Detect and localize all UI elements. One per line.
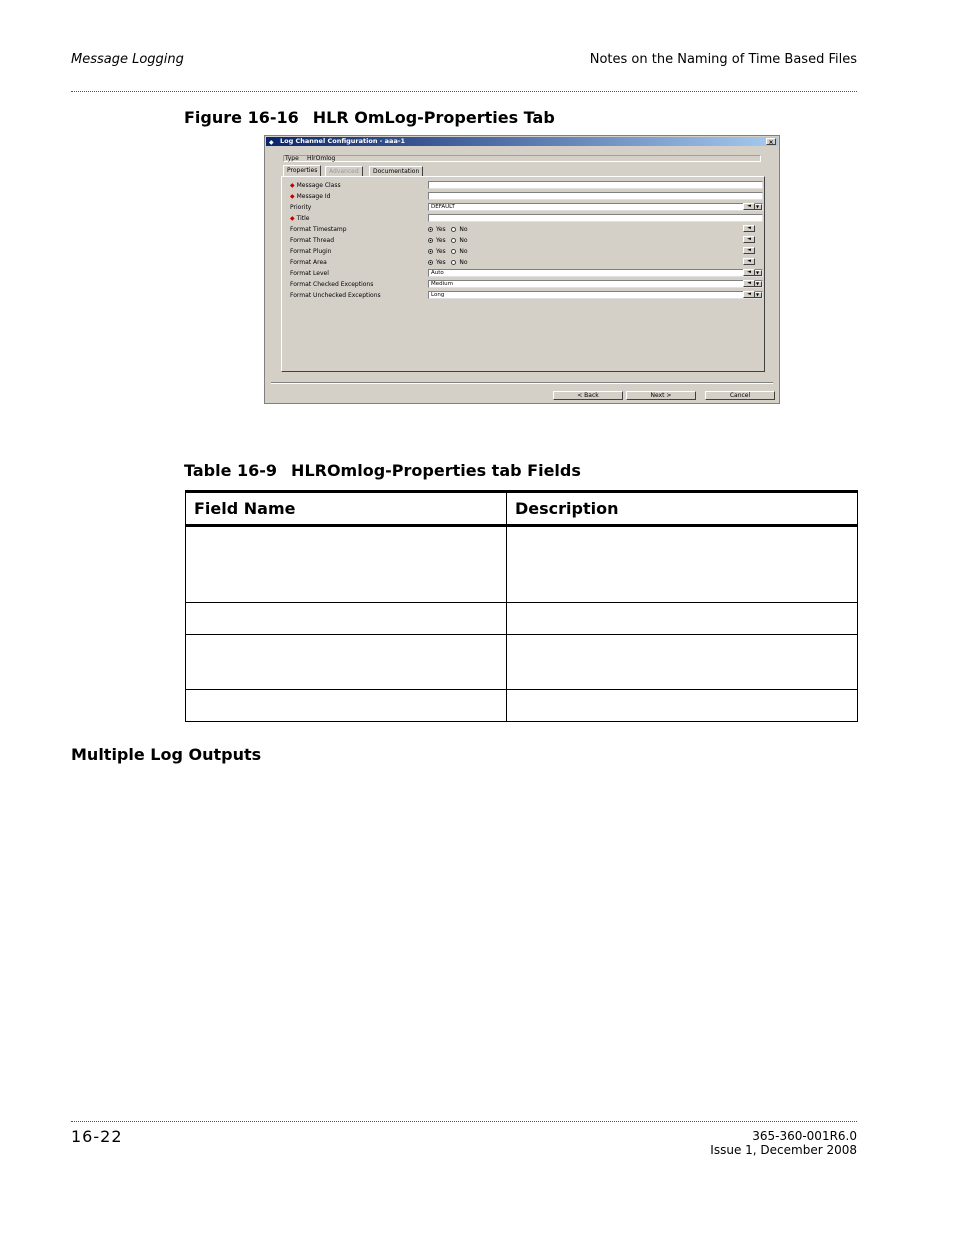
type-value: HlrOmlog [307,155,336,162]
priority-select[interactable]: DEFAULT ▼ [428,203,763,211]
close-icon[interactable]: × [766,138,776,145]
field-label: Format Level [290,270,329,277]
dialog-separator [271,382,773,384]
app-logo-icon: ◆ [269,139,274,146]
table-cell [186,635,507,690]
next-button[interactable]: Next > [626,391,696,400]
column-header-field-name: Field Name [186,492,507,526]
message-class-input[interactable] [428,181,763,189]
page-number: 16-22 [71,1127,123,1146]
document-info [710,1129,857,1157]
reset-arrow-icon[interactable]: ◄ [743,291,755,298]
figure-title: HLR OmLog-Properties Tab [312,108,555,127]
reset-arrow-icon[interactable]: ◄ [743,280,755,287]
table-cell [186,526,507,603]
dialog-title: Log Channel Configuration - aaa-1 [280,137,406,145]
format-unchecked-exceptions-select[interactable]: Long ▼ [428,291,763,299]
field-label: Format Unchecked Exceptions [290,292,381,299]
log-channel-dialog [264,135,780,404]
field-label: Format Plugin [290,248,332,255]
reset-arrow-icon[interactable]: ◄ [743,225,755,232]
field-label: Format Checked Exceptions [290,281,374,288]
table-number: Table 16-9 [184,461,278,480]
tab-properties[interactable]: Properties [283,165,321,176]
chevron-down-icon[interactable]: ▼ [753,270,762,276]
message-id-input[interactable] [428,192,763,200]
radio-icon[interactable] [451,260,456,265]
radio-selected-icon[interactable] [428,238,433,243]
header-rule [71,91,857,92]
tab-advanced[interactable]: Advanced [325,166,363,176]
reset-arrow-icon[interactable]: ◄ [743,269,755,276]
section-heading: Multiple Log Outputs [71,745,262,764]
table-row [186,635,858,690]
format-level-select[interactable]: Auto ▼ [428,269,763,277]
field-label: ◆ Message Class [290,182,341,189]
radio-selected-icon[interactable] [428,227,433,232]
table-row [186,526,858,603]
table-row [186,603,858,635]
field-label: Priority [290,204,312,211]
title-input[interactable] [428,214,763,222]
reset-arrow-icon[interactable]: ◄ [743,236,755,243]
running-header-chapter: Message Logging [71,52,184,67]
radio-icon[interactable] [451,238,456,243]
figure-caption [184,108,555,127]
tab-documentation[interactable]: Documentation [369,166,423,176]
field-label: ◆ Message Id [290,193,331,200]
running-header-section: Notes on the Naming of Time Based Files [589,52,857,67]
chevron-down-icon[interactable]: ▼ [753,281,762,287]
format-plugin-radio[interactable]: Yes No [428,248,468,255]
required-icon: ◆ [290,182,295,189]
table-header-row [186,492,858,526]
dialog-titlebar [266,137,778,146]
column-header-description: Description [507,492,858,526]
chevron-down-icon[interactable]: ▼ [753,204,762,210]
table-caption [184,461,581,480]
table-cell [507,635,858,690]
format-thread-radio[interactable]: Yes No [428,237,468,244]
radio-selected-icon[interactable] [428,260,433,265]
radio-selected-icon[interactable] [428,249,433,254]
reset-arrow-icon[interactable]: ◄ [743,258,755,265]
format-timestamp-radio[interactable]: Yes No [428,226,468,233]
field-label: Format Timestamp [290,226,347,233]
table-cell [507,690,858,722]
table-cell [186,603,507,635]
required-icon: ◆ [290,215,295,222]
table-row [186,690,858,722]
issue-date: Issue 1, December 2008 [710,1143,857,1157]
required-icon: ◆ [290,193,295,200]
chevron-down-icon[interactable]: ▼ [753,292,762,298]
field-label: Format Area [290,259,327,266]
format-area-radio[interactable]: Yes No [428,259,468,266]
fields-table [185,490,858,722]
back-button[interactable]: < Back [553,391,623,400]
type-field [283,155,761,162]
figure-number: Figure 16-16 [184,108,299,127]
document-id: 365-360-001R6.0 [752,1129,857,1143]
table-cell [507,526,858,603]
table-cell [186,690,507,722]
cancel-button[interactable]: Cancel [705,391,775,400]
reset-arrow-icon[interactable]: ◄ [743,203,755,210]
format-checked-exceptions-select[interactable]: Medium ▼ [428,280,763,288]
footer-rule [71,1121,857,1122]
table-title: HLROmlog-Properties tab Fields [291,461,581,480]
reset-arrow-icon[interactable]: ◄ [743,247,755,254]
type-label: Type [285,155,299,162]
field-label: ◆ Title [290,215,310,222]
field-label: Format Thread [290,237,335,244]
table-cell [507,603,858,635]
radio-icon[interactable] [451,249,456,254]
radio-icon[interactable] [451,227,456,232]
